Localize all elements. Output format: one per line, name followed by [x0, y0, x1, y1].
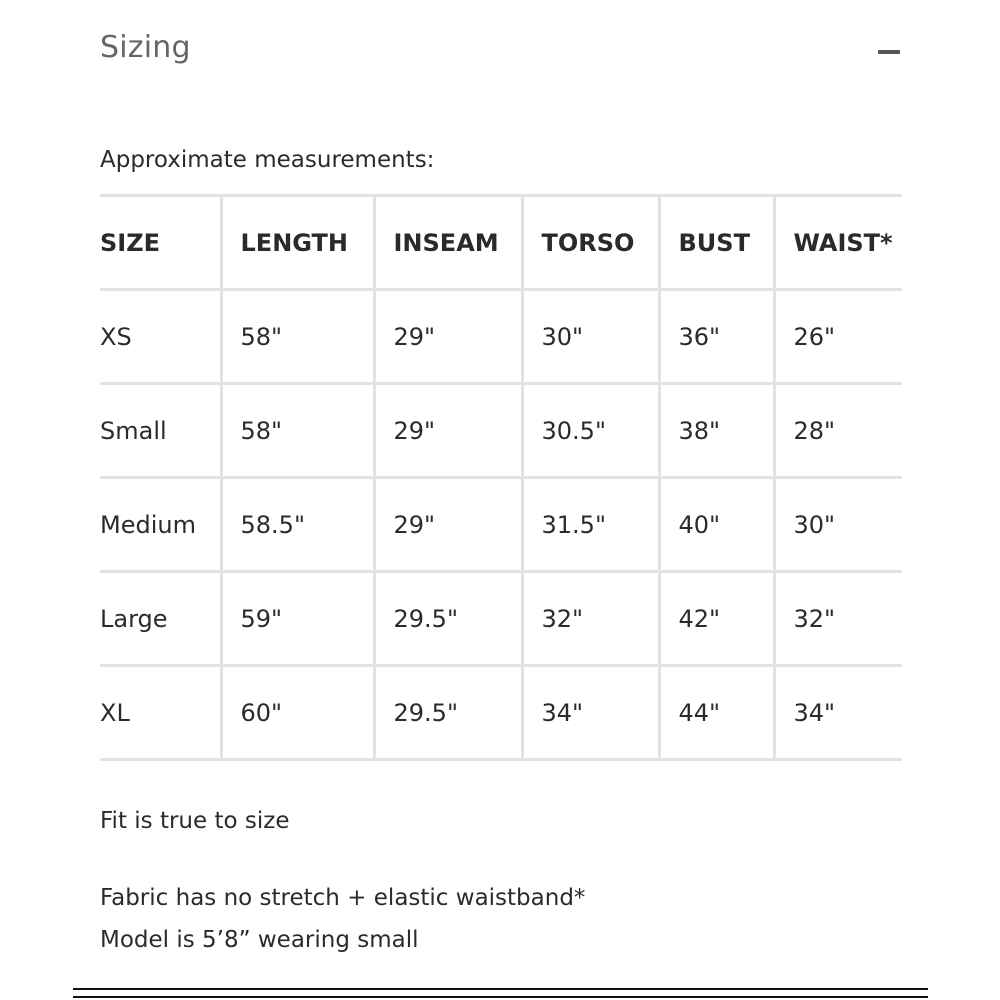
cell-length: 58"	[221, 384, 374, 478]
cell-inseam: 29"	[374, 384, 522, 478]
cell-waist: 32"	[774, 572, 902, 666]
table-row	[100, 572, 902, 666]
cell-inseam: 29"	[374, 478, 522, 572]
section-divider	[73, 996, 928, 998]
cell-torso: 32"	[522, 572, 659, 666]
cell-waist: 26"	[774, 290, 902, 384]
cell-waist: 34"	[774, 666, 902, 760]
cell-bust: 38"	[659, 384, 774, 478]
section-title: Sizing	[100, 30, 191, 65]
cell-inseam: 29"	[374, 290, 522, 384]
collapse-toggle[interactable]	[876, 40, 902, 64]
header-inseam: INSEAM	[374, 196, 522, 290]
header-bust: BUST	[659, 196, 774, 290]
table-row	[100, 290, 902, 384]
cell-length: 58"	[221, 290, 374, 384]
cell-length: 60"	[221, 666, 374, 760]
cell-inseam: 29.5"	[374, 666, 522, 760]
header-length: LENGTH	[221, 196, 374, 290]
cell-bust: 44"	[659, 666, 774, 760]
cell-bust: 40"	[659, 478, 774, 572]
fabric-note: Fabric has no stretch + elastic waistband*	[100, 885, 586, 911]
table-row	[100, 478, 902, 572]
cell-torso: 34"	[522, 666, 659, 760]
cell-torso: 30.5"	[522, 384, 659, 478]
table-row	[100, 384, 902, 478]
header-waist: WAIST*	[774, 196, 902, 290]
cell-waist: 28"	[774, 384, 902, 478]
cell-torso: 31.5"	[522, 478, 659, 572]
sizing-section-header[interactable]	[100, 22, 902, 82]
cell-bust: 42"	[659, 572, 774, 666]
header-size: SIZE	[100, 196, 221, 290]
cell-inseam: 29.5"	[374, 572, 522, 666]
cell-size: XS	[100, 290, 221, 384]
cell-bust: 36"	[659, 290, 774, 384]
cell-size: Medium	[100, 478, 221, 572]
measurements-intro: Approximate measurements:	[100, 147, 435, 173]
fit-note: Fit is true to size	[100, 808, 290, 834]
size-chart-table	[100, 194, 902, 761]
table-row	[100, 666, 902, 760]
minus-icon	[878, 50, 900, 54]
model-note: Model is 5’8” wearing small	[100, 927, 419, 953]
cell-torso: 30"	[522, 290, 659, 384]
cell-size: Small	[100, 384, 221, 478]
table-header-row	[100, 196, 902, 290]
header-torso: TORSO	[522, 196, 659, 290]
cell-length: 58.5"	[221, 478, 374, 572]
cell-waist: 30"	[774, 478, 902, 572]
cell-size: XL	[100, 666, 221, 760]
section-divider	[73, 988, 928, 990]
cell-length: 59"	[221, 572, 374, 666]
cell-size: Large	[100, 572, 221, 666]
